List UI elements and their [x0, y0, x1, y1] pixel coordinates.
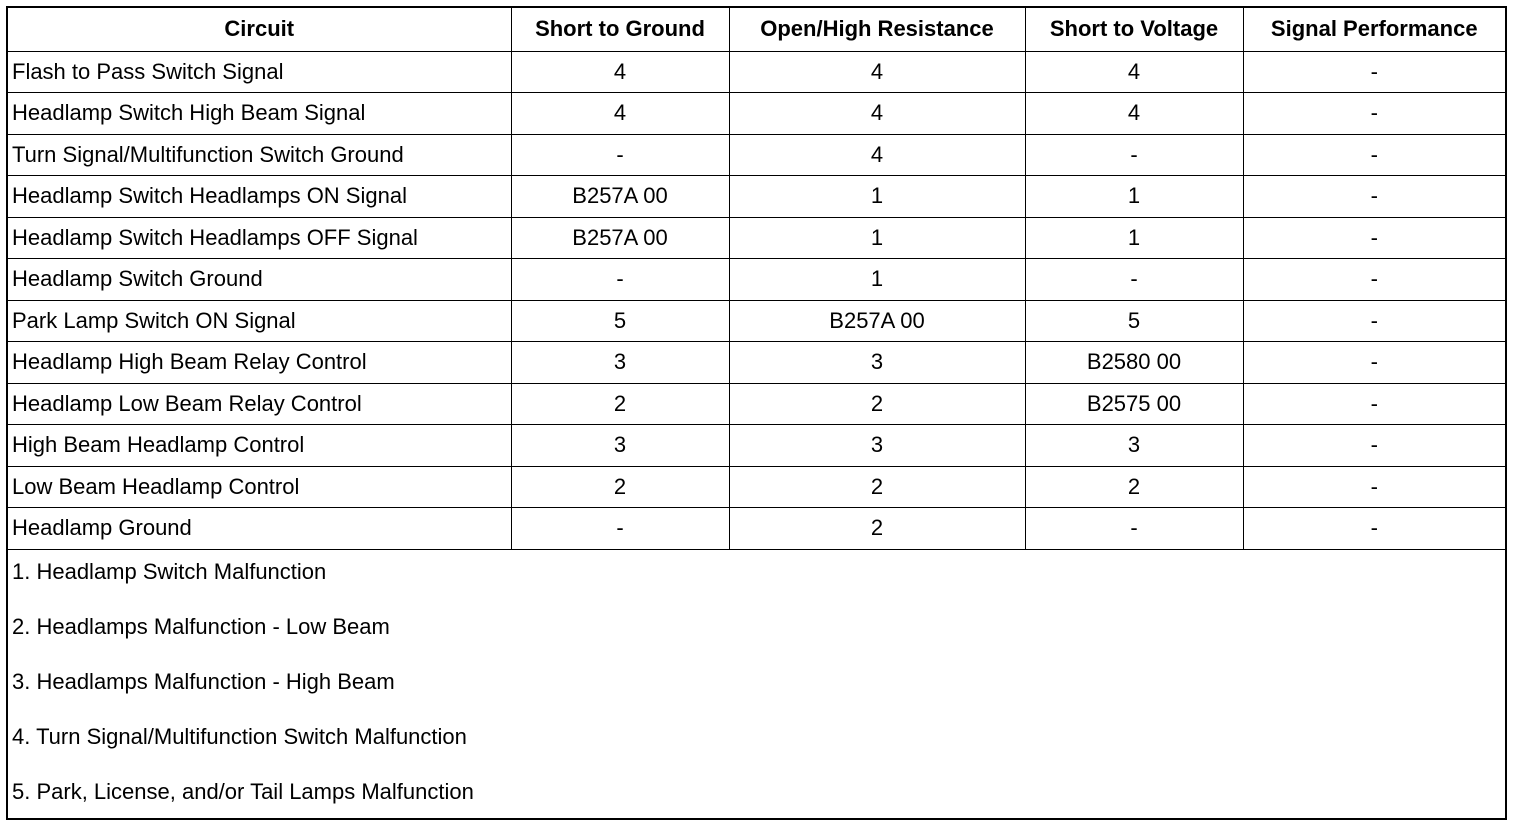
open-high-resistance-cell: 3: [729, 342, 1025, 384]
short-to-ground-cell: 3: [511, 342, 729, 384]
footnote: 5. Park, License, and/or Tail Lamps Malfunction: [12, 778, 474, 804]
short-to-voltage-cell: B2580 00: [1025, 342, 1243, 384]
header-signal-performance: Signal Performance: [1243, 8, 1505, 51]
short-to-voltage-cell: -: [1025, 259, 1243, 301]
short-to-ground-cell: 2: [511, 466, 729, 508]
circuit-name-cell: Low Beam Headlamp Control: [8, 466, 511, 508]
signal-performance-cell: -: [1243, 217, 1505, 259]
notes-section: [8, 550, 1505, 831]
short-to-ground-cell: B257A 00: [511, 217, 729, 259]
short-to-voltage-cell: 1: [1025, 176, 1243, 218]
short-to-ground-cell: 4: [511, 51, 729, 93]
short-to-voltage-cell: 4: [1025, 51, 1243, 93]
open-high-resistance-cell: 2: [729, 508, 1025, 550]
short-to-ground-cell: -: [511, 508, 729, 550]
signal-performance-cell: -: [1243, 93, 1505, 135]
open-high-resistance-cell: 1: [729, 259, 1025, 301]
table-row: [8, 300, 1505, 342]
circuit-diagnostic-table: [8, 8, 1505, 550]
circuit-name-cell: Headlamp Switch High Beam Signal: [8, 93, 511, 135]
footnote: 4. Turn Signal/Multifunction Switch Malfunction: [12, 723, 467, 749]
table-row: [8, 383, 1505, 425]
footnote: 1. Headlamp Switch Malfunction: [12, 558, 327, 584]
table-row: [8, 425, 1505, 467]
short-to-ground-cell: -: [511, 259, 729, 301]
open-high-resistance-cell: 1: [729, 176, 1025, 218]
circuit-name-cell: Turn Signal/Multifunction Switch Ground: [8, 134, 511, 176]
short-to-ground-cell: B257A 00: [511, 176, 729, 218]
signal-performance-cell: -: [1243, 466, 1505, 508]
short-to-ground-cell: 5: [511, 300, 729, 342]
signal-performance-cell: -: [1243, 425, 1505, 467]
footnote: 2. Headlamps Malfunction - Low Beam: [12, 613, 390, 639]
signal-performance-cell: -: [1243, 51, 1505, 93]
open-high-resistance-cell: 4: [729, 93, 1025, 135]
short-to-voltage-cell: 4: [1025, 93, 1243, 135]
circuit-name-cell: Headlamp Switch Headlamps OFF Signal: [8, 217, 511, 259]
short-to-voltage-cell: 5: [1025, 300, 1243, 342]
short-to-ground-cell: 2: [511, 383, 729, 425]
signal-performance-cell: -: [1243, 300, 1505, 342]
open-high-resistance-cell: 4: [729, 134, 1025, 176]
signal-performance-cell: -: [1243, 383, 1505, 425]
signal-performance-cell: -: [1243, 259, 1505, 301]
table-row: [8, 93, 1505, 135]
signal-performance-cell: -: [1243, 134, 1505, 176]
header-short-to-voltage: Short to Voltage: [1025, 8, 1243, 51]
circuit-name-cell: Park Lamp Switch ON Signal: [8, 300, 511, 342]
header-open-high-resistance: Open/High Resistance: [729, 8, 1025, 51]
short-to-voltage-cell: 3: [1025, 425, 1243, 467]
open-high-resistance-cell: 2: [729, 383, 1025, 425]
table-row: [8, 217, 1505, 259]
circuit-name-cell: Headlamp Ground: [8, 508, 511, 550]
diagnostic-table-frame: [6, 6, 1507, 820]
short-to-voltage-cell: B2575 00: [1025, 383, 1243, 425]
short-to-ground-cell: -: [511, 134, 729, 176]
open-high-resistance-cell: 1: [729, 217, 1025, 259]
footnote: 3. Headlamps Malfunction - High Beam: [12, 668, 395, 694]
signal-performance-cell: -: [1243, 176, 1505, 218]
table-row: [8, 508, 1505, 550]
short-to-voltage-cell: -: [1025, 134, 1243, 176]
open-high-resistance-cell: 3: [729, 425, 1025, 467]
open-high-resistance-cell: 4: [729, 51, 1025, 93]
open-high-resistance-cell: B257A 00: [729, 300, 1025, 342]
circuit-name-cell: Flash to Pass Switch Signal: [8, 51, 511, 93]
table-row: [8, 259, 1505, 301]
header-circuit: Circuit: [8, 8, 511, 51]
short-to-ground-cell: 4: [511, 93, 729, 135]
short-to-voltage-cell: 1: [1025, 217, 1243, 259]
short-to-voltage-cell: -: [1025, 508, 1243, 550]
short-to-ground-cell: 3: [511, 425, 729, 467]
table-row: [8, 51, 1505, 93]
open-high-resistance-cell: 2: [729, 466, 1025, 508]
table-row: [8, 342, 1505, 384]
header-short-to-ground: Short to Ground: [511, 8, 729, 51]
short-to-voltage-cell: 2: [1025, 466, 1243, 508]
signal-performance-cell: -: [1243, 508, 1505, 550]
circuit-name-cell: High Beam Headlamp Control: [8, 425, 511, 467]
circuit-name-cell: Headlamp High Beam Relay Control: [8, 342, 511, 384]
signal-performance-cell: -: [1243, 342, 1505, 384]
circuit-name-cell: Headlamp Switch Headlamps ON Signal: [8, 176, 511, 218]
circuit-name-cell: Headlamp Switch Ground: [8, 259, 511, 301]
circuit-name-cell: Headlamp Low Beam Relay Control: [8, 383, 511, 425]
table-row: [8, 134, 1505, 176]
table-header-row: [8, 8, 1505, 51]
table-body: [8, 51, 1505, 549]
table-row: [8, 176, 1505, 218]
table-row: [8, 466, 1505, 508]
